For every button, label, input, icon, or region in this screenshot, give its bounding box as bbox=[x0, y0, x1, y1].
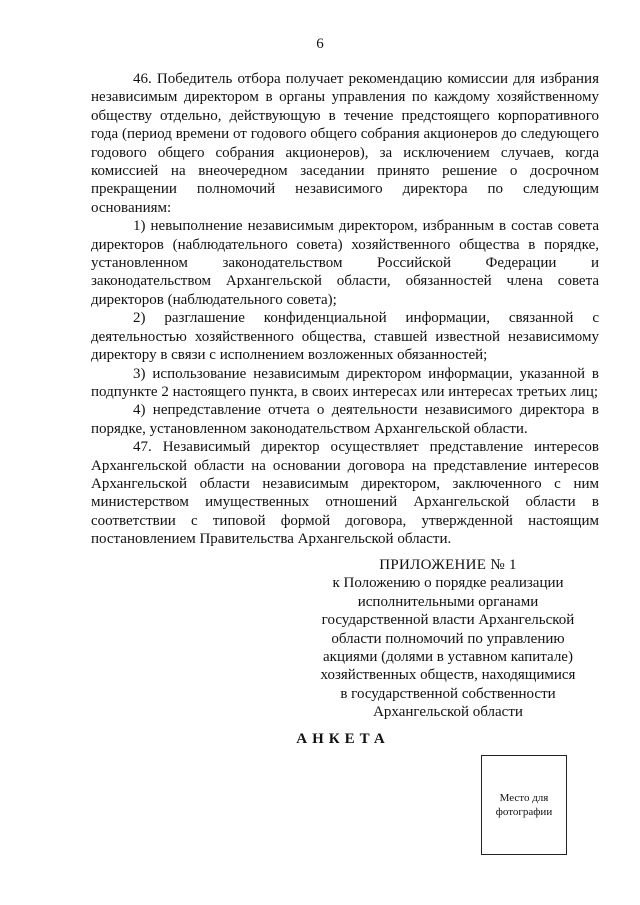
paragraph-item-1: 1) невыполнение независимым директором, избранным в состав совета директоров (наблюдательного совета) хозяйственного общества в порядке, установленном законодательством Российской Федерации и законодательством Архангельской области, обязанностей члена совета директоров (наблюдательного совета); bbox=[91, 218, 599, 308]
appendix-line: к Положению о порядке реализации bbox=[332, 575, 564, 592]
appendix-line: области полномочий по управлению bbox=[331, 630, 565, 647]
paragraph-item-3: 3) использование независимым директором информации, указанной в подпункте 2 настоящего пункта, в своих интересах или интересах третьих лиц; bbox=[91, 365, 599, 400]
paragraph-47: 47. Независимый директор осуществляет представление интересов Архангельской области на основании договора на представление интересов Архангельской области независимым директором, заключенного с ним министерством имущественных отношений Архангельской области в соответствии с типовой формой договора, утвержденной настоящим постановлением Правительства Архангельской области. bbox=[91, 439, 599, 548]
appendix-line: в государственной собственности bbox=[340, 685, 556, 702]
appendix-line: исполнительными органами bbox=[357, 593, 539, 610]
paragraph-item-2: 2) разглашение конфиденциальной информации, связанной с деятельностью хозяйственного общества, ставшей известной независимому директору в связи с исполнением возложенных обязанностей; bbox=[91, 310, 599, 364]
document-body bbox=[91, 70, 599, 549]
photo-placeholder-box bbox=[481, 755, 567, 855]
appendix-line: акциями (долями в уставном капитале) bbox=[323, 649, 573, 666]
paragraph-46: 46. Победитель отбора получает рекомендацию комиссии для избрания независимым директором в органы управления по каждому хозяйственному обществу отдельно, действующую в течение предстоящего корпоративного года (период времени от годового общего собрания акционеров до следующего годового общего собрания акционеров), за исключением случаев, когда комиссией на внеочередном заседании принято решение о досрочном прекращении полномочий независимого директора по следующим основаниям: bbox=[91, 71, 599, 216]
appendix-heading bbox=[313, 556, 583, 722]
photo-placeholder-label: Место для фотографии bbox=[495, 792, 553, 818]
paragraph-item-4: 4) непредставление отчета о деятельности независимого директора в порядке, установленном законодательством Архангельской области. bbox=[91, 402, 599, 437]
appendix-line: государственной власти Архангельской bbox=[321, 612, 575, 629]
appendix-line: хозяйственных обществ, находящимися bbox=[320, 667, 576, 684]
appendix-title: ПРИЛОЖЕНИЕ № 1 bbox=[379, 557, 517, 573]
appendix-line: Архангельской области bbox=[373, 704, 523, 721]
form-title: АНКЕТА bbox=[296, 731, 390, 747]
page-number: 6 bbox=[316, 36, 324, 52]
